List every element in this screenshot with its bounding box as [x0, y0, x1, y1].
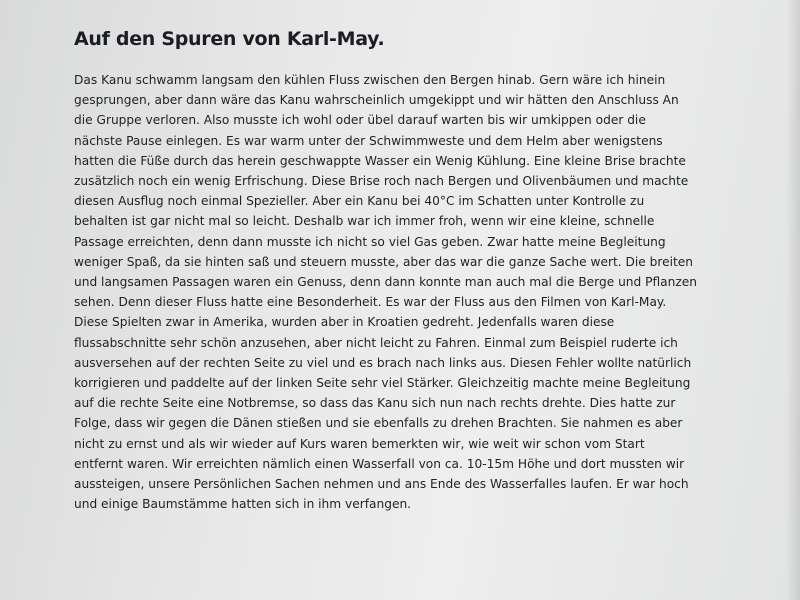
document-title: Auf den Spuren von Karl-May. [74, 28, 385, 50]
text-line: hatten die Füße durch das herein geschwappte Wasser ein Wenig Kühlung. Eine kleine Brise brachte [74, 153, 686, 168]
text-line: diesen Ausflug noch einmal Spezieller. Aber ein Kanu bei 40°C im Schatten unter Kontrolle zu [74, 194, 645, 209]
text-line: Folge, dass wir gegen die Dänen stießen und sie ebenfalls zu drehen Brachten. Sie nahmen es aber [74, 416, 683, 431]
text-line: ausversehen auf der rechten Seite zu viel und es brach nach links aus. Diesen Fehler wollte natürlich [74, 355, 692, 370]
document-body [74, 70, 774, 514]
text-line: zusätzlich noch ein wenig Erfrischung. Diese Brise roch nach Bergen und Olivenbäumen und machte [74, 174, 689, 189]
text-line: nicht zu ernst und als wir wieder auf Kurs waren bemerkten wir, wie weit wir schon vom Start [74, 436, 645, 451]
text-line: Das Kanu schwamm langsam den kühlen Fluss zwischen den Bergen hinab. Gern wäre ich hinein [74, 73, 666, 87]
text-line: und einige Baumstämme hatten sich in ihm verfangen. [74, 497, 412, 512]
text-line: nächste Pause einlegen. Es war warm unter der Schwimmweste und dem Helm aber wenigstens [74, 133, 663, 148]
text-line: und langsamen Passagen waren ein Genuss, denn dann konnte man auch mal die Berge und Pflanzen [74, 275, 697, 290]
text-line: gesprungen, aber dann wäre das Kanu wahrscheinlich umgekippt und wir hätten den Anschluss An [74, 93, 679, 108]
text-line: Passage erreichten, denn dann musste ich nicht so viel Gas geben. Zwar hatte meine Begleitung [74, 234, 666, 249]
text-line: flussabschnitte sehr schön anzusehen, aber nicht leicht zu Fahren. Einmal zum Beispiel ruderte ich [74, 335, 678, 350]
text-line: behalten ist gar nicht mal so leicht. Deshalb war ich immer froh, wenn wir eine kleine, schnelle [74, 214, 655, 229]
text-line: auf die rechte Seite eine Notbremse, so dass das Kanu sich nun nach rechts drehte. Dies hatte zur [74, 396, 676, 411]
text-line: entfernt waren. Wir erreichten nämlich einen Wasserfall von ca. 10-15m Höhe und dort mussten wir [74, 456, 685, 471]
text-line: aussteigen, unsere Persönlichen Sachen nehmen und ans Ende des Wasserfalles laufen. Er war hoch [74, 477, 689, 492]
text-line: weniger Spaß, da sie hinten saß und steuern musste, aber das war die ganze Sache wert. Die breiten [74, 254, 693, 269]
text-line: Diese Spielten zwar in Amerika, wurden aber in Kroatien gedreht. Jedenfalls waren diese [74, 315, 615, 330]
text-line: sehen. Denn dieser Fluss hatte eine Besonderheit. Es war der Fluss aus den Filmen von Karl-May. [74, 295, 667, 310]
page-edge-shadow [786, 0, 800, 600]
text-line: die Gruppe verloren. Also musste ich wohl oder übel darauf warten bis wir umkippen oder die [74, 113, 646, 128]
text-line: korrigieren und paddelte auf der linken Seite sehr viel Stärker. Gleichzeitig machte meine Begleitung [74, 376, 691, 391]
